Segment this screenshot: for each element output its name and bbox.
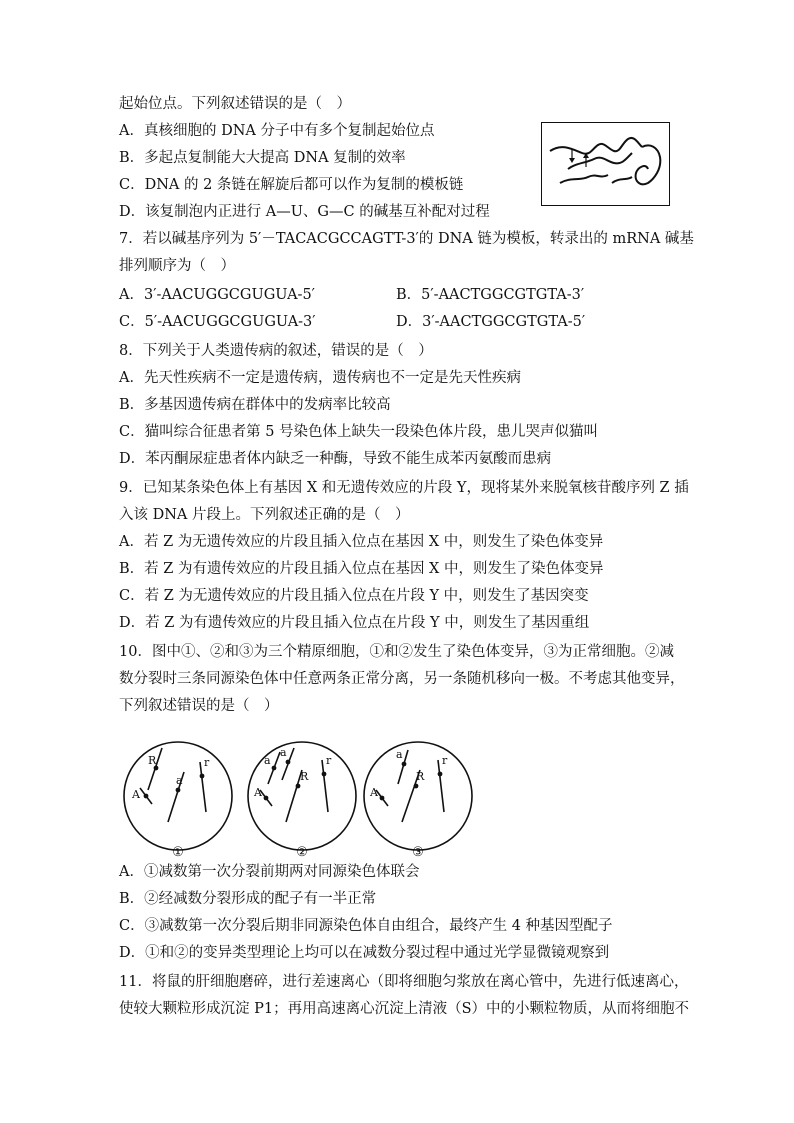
cell-2-diagram bbox=[246, 740, 358, 852]
svg-text:a: a bbox=[176, 774, 183, 787]
text-line: 起始位点。下列叙述错误的是（ ） bbox=[119, 96, 351, 112]
q10-option-b: B．②经减数分裂形成的配子有一半正常 bbox=[119, 891, 377, 907]
q11-stem-cont: 使较大颗粒形成沉淀 P1；再用高速离心沉淀上清液（S）中的小颗粒物质，从而将细胞不 bbox=[119, 1001, 690, 1017]
svg-text:r: r bbox=[442, 754, 448, 767]
svg-text:a: a bbox=[280, 746, 287, 759]
cell-3-caption: ③ bbox=[412, 845, 424, 860]
q8-stem: 8．下列关于人类遗传病的叙述，错误的是（ ） bbox=[119, 343, 433, 359]
q7-option-c: C．5′-AACUGGCGUGUA-3′ bbox=[119, 314, 316, 330]
q8-option-c: C．猫叫综合征患者第 5 号染色体上缺失一段染色体片段，患儿哭声似猫叫 bbox=[119, 424, 599, 440]
cell-1-caption: ① bbox=[172, 845, 184, 860]
replication-bubble-figure bbox=[541, 122, 670, 206]
q10-option-d: D．①和②的变异类型理论上均可以在减数分裂过程中通过光学显微镜观察到 bbox=[119, 945, 610, 961]
q9-stem-cont: 入该 DNA 片段上。下列叙述正确的是（ ） bbox=[119, 507, 410, 523]
svg-text:R: R bbox=[416, 770, 425, 783]
svg-text:r: r bbox=[204, 756, 210, 769]
option-c: C．DNA 的 2 条链在解旋后都可以作为复制的模板链 bbox=[119, 177, 464, 193]
option-b: B．多起点复制能大大提高 DNA 复制的效率 bbox=[119, 150, 406, 166]
q8-option-b: B．多基因遗传病在群体中的发病率比较高 bbox=[119, 397, 391, 413]
q8-option-a: A．先天性疾病不一定是遗传病，遗传病也不一定是先天性疾病 bbox=[119, 370, 521, 386]
q10-stem-end: 下列叙述错误的是（ ） bbox=[119, 698, 279, 714]
q7-stem: 7．若以碱基序列为 5′－TACACGCCAGTT-3′的 DNA 链为模板，转录出的 mRNA 碱基 bbox=[119, 231, 694, 247]
replication-bubble-drawing bbox=[542, 123, 669, 205]
q7-stem-cont: 排列顺序为（ ） bbox=[119, 258, 235, 274]
q10-stem: 10．图中①、②和③为三个精原细胞，①和②发生了染色体变异，③为正常细胞。②减 bbox=[119, 644, 674, 660]
svg-text:A: A bbox=[132, 788, 140, 801]
cell-1-diagram bbox=[122, 740, 234, 852]
cell-2-caption: ② bbox=[296, 845, 308, 860]
svg-text:r: r bbox=[326, 754, 332, 767]
svg-text:A: A bbox=[254, 786, 262, 799]
q7-option-b: B．5′-AACTGGCGTGTA-3′ bbox=[396, 287, 585, 303]
q9-option-c: C．若 Z 为无遗传效应的片段且插入位点在片段 Y 中，则发生了基因突变 bbox=[119, 588, 589, 604]
q10-option-c: C．③减数第一次分裂后期非同源染色体自由组合，最终产生 4 种基因型配子 bbox=[119, 918, 613, 934]
svg-text:A: A bbox=[370, 786, 378, 799]
svg-text:a: a bbox=[264, 754, 271, 767]
q10-stem-cont: 数分裂时三条同源染色体中任意两条正常分离，另一条随机移向一极。不考虑其他变异， bbox=[119, 671, 685, 687]
svg-text:R: R bbox=[148, 754, 157, 767]
q11-stem: 11．将鼠的肝细胞磨碎，进行差速离心（即将细胞匀浆放在离心管中，先进行低速离心， bbox=[119, 974, 689, 990]
cell-3-diagram bbox=[362, 740, 474, 852]
q9-option-b: B．若 Z 为有遗传效应的片段且插入位点在基因 X 中，则发生了染色体变异 bbox=[119, 561, 604, 577]
option-d: D．该复制泡内正进行 A—U、G—C 的碱基互补配对过程 bbox=[119, 204, 490, 220]
option-a: A．真核细胞的 DNA 分子中有多个复制起始位点 bbox=[119, 123, 435, 139]
svg-text:R: R bbox=[300, 770, 309, 783]
q9-option-a: A．若 Z 为无遗传效应的片段且插入位点在基因 X 中，则发生了染色体变异 bbox=[119, 534, 604, 550]
q7-option-d: D．3′-AACTGGCGTGTA-5′ bbox=[396, 314, 586, 330]
q10-option-a: A．①减数第一次分裂前期两对同源染色体联会 bbox=[119, 864, 420, 880]
q9-stem: 9．已知某条染色体上有基因 X 和无遗传效应的片段 Y，现将某外来脱氧核苷酸序列 Z 插 bbox=[119, 480, 689, 496]
svg-text:a: a bbox=[396, 748, 403, 761]
q8-option-d: D．苯丙酮尿症患者体内缺乏一种酶，导致不能生成苯丙氨酸而患病 bbox=[119, 451, 552, 467]
q7-option-a: A．3′-AACUGGCGUGUA-5′ bbox=[119, 287, 315, 303]
q9-option-d: D．若 Z 为有遗传效应的片段且插入位点在片段 Y 中，则发生了基因重组 bbox=[119, 615, 590, 631]
